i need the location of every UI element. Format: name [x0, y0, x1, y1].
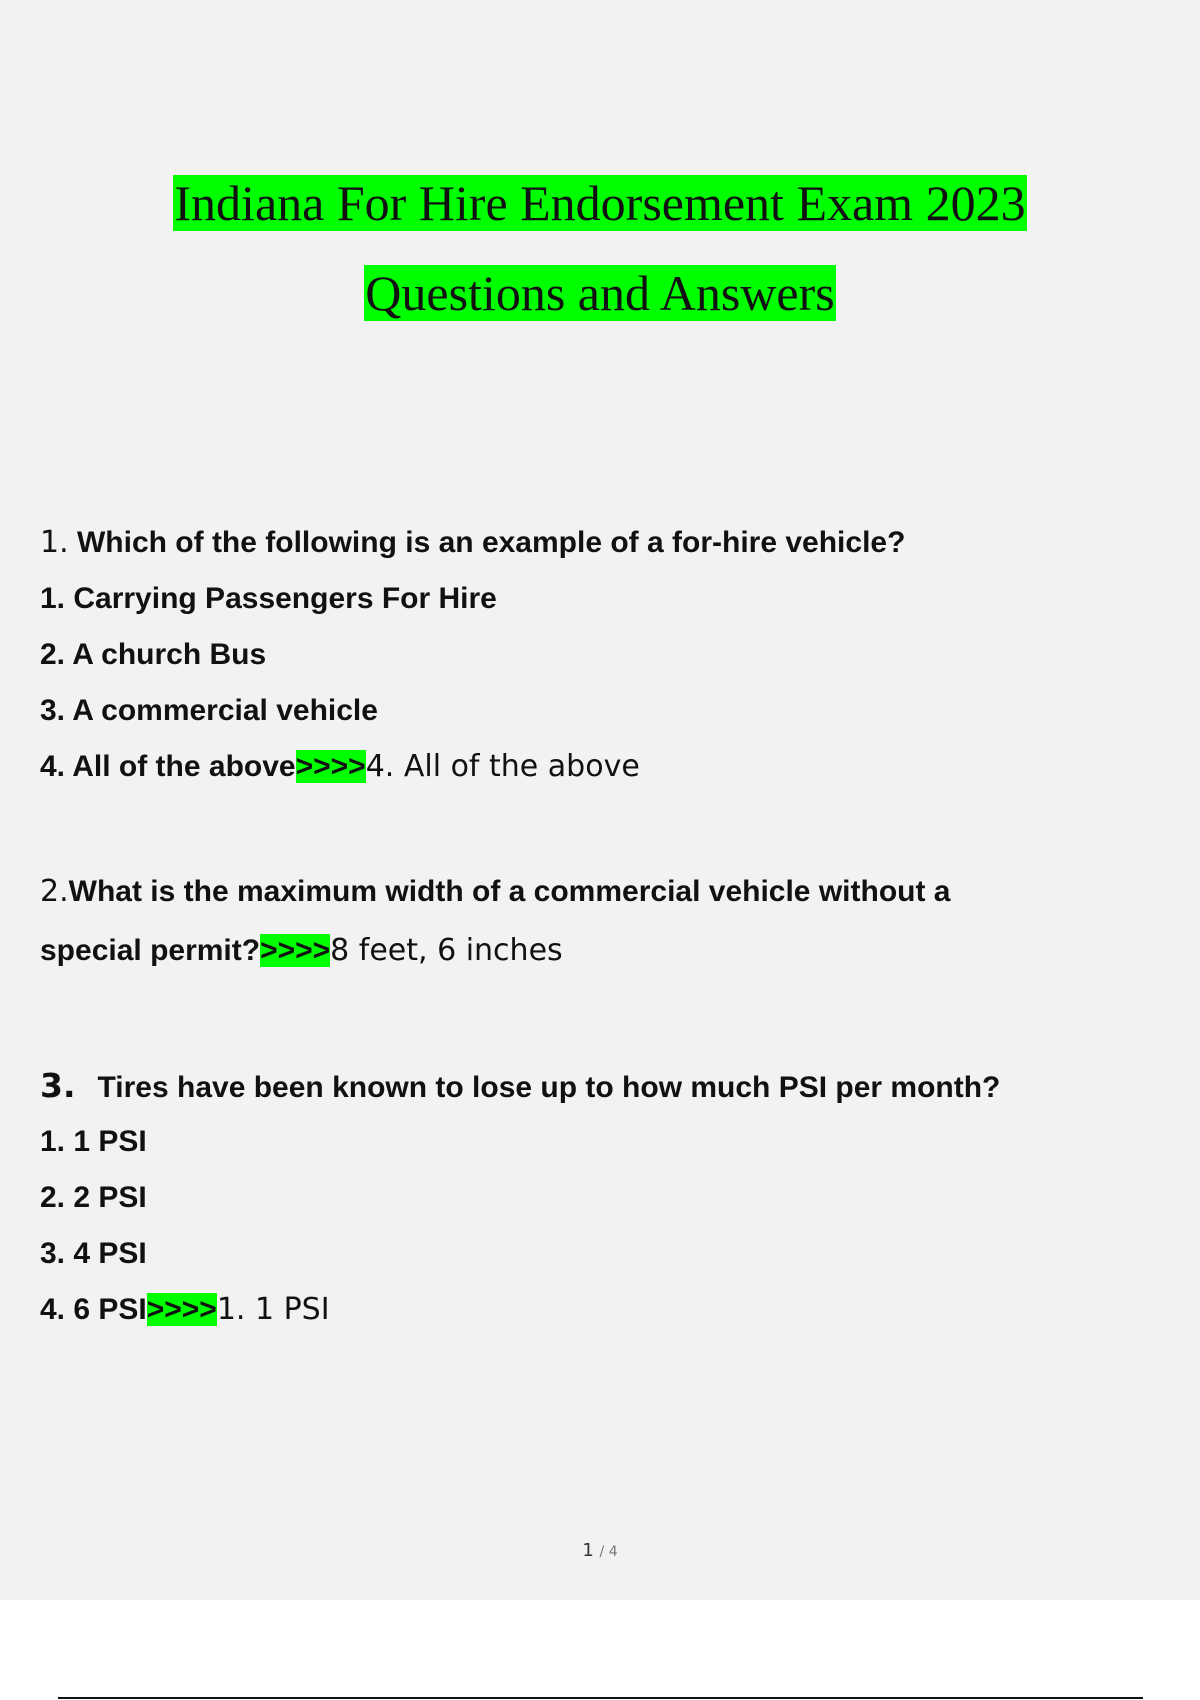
page-divider — [58, 1697, 1143, 1699]
question-3-answer-marker: >>>> — [146, 1293, 217, 1326]
question-2-answer-marker: >>>> — [260, 934, 331, 967]
question-1-number: 1. — [40, 525, 69, 560]
title-line-2-text: Questions and Answers — [365, 265, 835, 321]
question-1-option-4-row — [40, 739, 1160, 795]
question-1-option-2: 2. A church Bus — [40, 638, 267, 671]
question-3-option-3: 3. 4 PSI — [40, 1237, 147, 1270]
question-3-number: 3. — [40, 1066, 76, 1105]
question-3-text: Tires have been known to lose up to how much PSI per month? — [97, 1071, 1001, 1104]
title-line-1 — [0, 158, 1200, 248]
question-3-answer: 1. 1 PSI — [216, 1292, 330, 1327]
question-3 — [40, 1058, 1160, 1338]
question-3-option-4-row — [40, 1282, 1160, 1338]
document-title — [0, 158, 1200, 338]
page-indicator — [0, 1540, 1200, 1561]
question-1-answer-marker: >>>> — [295, 750, 366, 783]
title-line-1-text: Indiana For Hire Endorsement Exam 2023 — [174, 175, 1026, 231]
question-1 — [40, 515, 1160, 795]
question-1-text: Which of the following is an example of a for-hire vehicle? — [76, 526, 906, 559]
question-2-answer: 8 feet, 6 inches — [330, 933, 563, 968]
question-3-option-4: 4. 6 PSI — [40, 1293, 147, 1326]
question-1-answer: 4. All of the above — [365, 749, 640, 784]
question-1-option-4: 4. All of the above — [40, 750, 296, 783]
page-current: 1 — [582, 1540, 594, 1561]
question-1-option-1: 1. Carrying Passengers For Hire — [40, 582, 497, 615]
question-1-prompt — [40, 515, 1160, 571]
question-2 — [40, 862, 1160, 980]
title-line-2 — [0, 248, 1200, 338]
question-2-text-line-2: special permit? — [40, 934, 261, 967]
page-total: / 4 — [599, 1544, 618, 1560]
question-3-option-1: 1. 1 PSI — [40, 1125, 147, 1158]
question-2-number: 2. — [40, 874, 69, 909]
question-2-prompt-line-2 — [40, 921, 1160, 980]
question-3-option-2: 2. 2 PSI — [40, 1181, 147, 1214]
question-3-prompt — [40, 1058, 1160, 1114]
question-2-prompt-line-1 — [40, 862, 1160, 921]
question-2-text-line-1: What is the maximum width of a commercial vehicle without a — [68, 875, 951, 908]
question-1-option-3: 3. A commercial vehicle — [40, 694, 378, 727]
